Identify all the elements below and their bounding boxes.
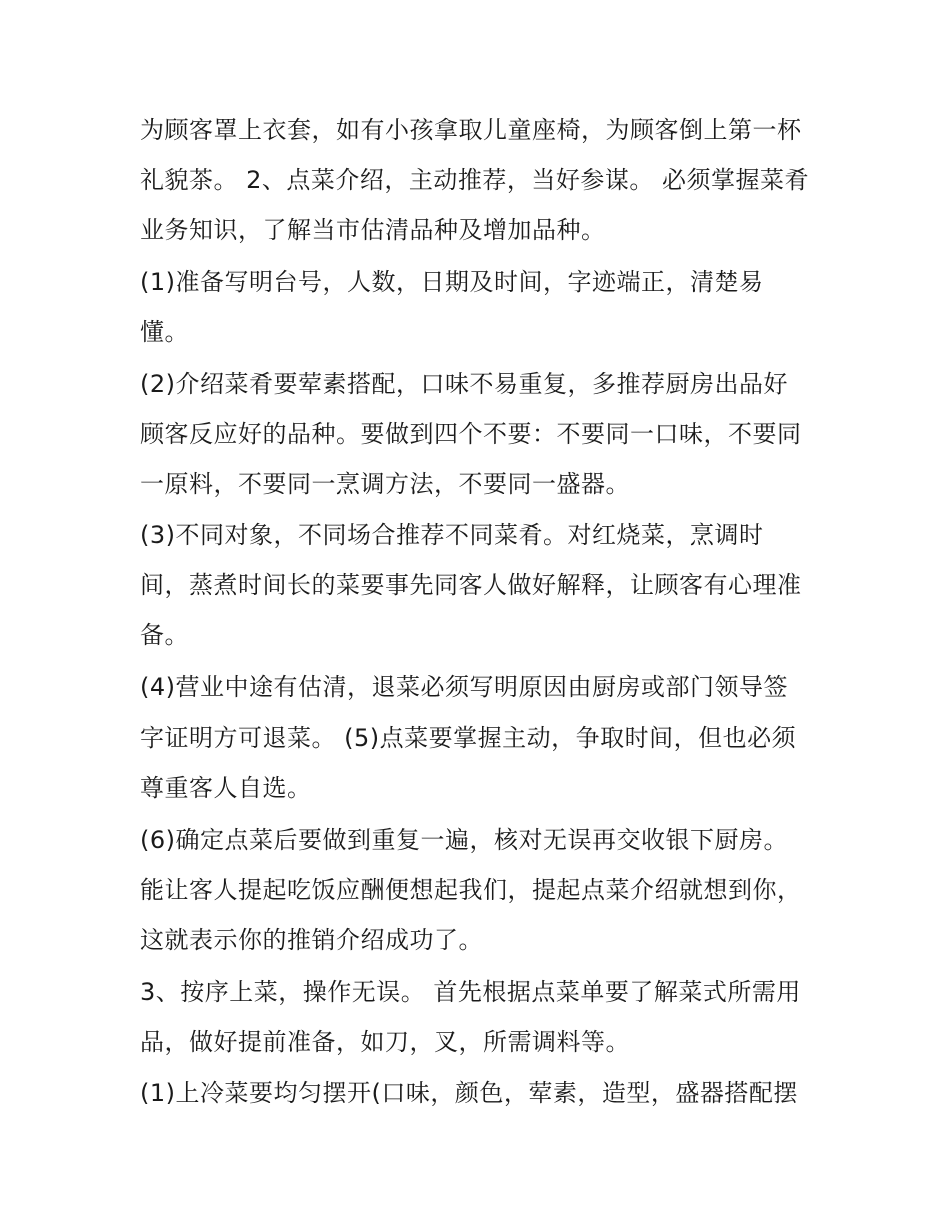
text-line: 3、按序上菜，操作无误。 首先根据点菜单要了解菜式所需用: [140, 978, 801, 1006]
text-line: 能让客人提起吃饭应酬便想起我们，提起点菜介绍就想到你，: [140, 876, 802, 904]
text-line: (3)不同对象，不同场合推荐不同菜肴。对红烧菜，烹调时: [140, 521, 764, 549]
text-line: 字证明方可退菜。 (5)点菜要掌握主动，争取时间，但也必须: [140, 724, 797, 752]
text-line: 尊重客人自选。: [140, 774, 312, 802]
text-line: 为顾客罩上衣套，如有小孩拿取儿童座椅，为顾客倒上第一杯: [140, 116, 802, 144]
text-line: 备。: [140, 621, 189, 649]
text-line: (1)上冷菜要均匀摆开(口味，颜色，荤素，造型，盛器搭配摆: [140, 1079, 798, 1107]
text-line: 顾客反应好的品种。要做到四个不要：不要同一口味，不要同: [140, 420, 802, 448]
text-line: 一原料，不要同一烹调方法，不要同一盛器。: [140, 470, 630, 498]
text-line: (4)营业中途有估清，退菜必须写明原因由厨房或部门领导签: [140, 673, 788, 701]
text-line: (2)介绍菜肴要荤素搭配，口味不易重复，多推荐厨房出品好: [140, 370, 788, 398]
text-line: 品，做好提前准备，如刀，叉，所需调料等。: [140, 1028, 630, 1056]
text-line: 礼貌茶。 2、点菜介绍，主动推荐，当好参谋。 必须掌握菜肴: [140, 166, 810, 194]
text-line: (1)准备写明台号，人数，日期及时间，字迹端正，清楚易: [140, 268, 764, 296]
text-line: 间，蒸煮时间长的菜要事先同客人做好解释，让顾客有心理准: [140, 571, 802, 599]
text-line: 这就表示你的推销介绍成功了。: [140, 926, 483, 954]
text-line: 懂。: [140, 318, 189, 346]
text-line: (6)确定点菜后要做到重复一遍，核对无误再交收银下厨房。: [140, 826, 788, 854]
text-line: 业务知识，了解当市估清品种及增加品种。: [140, 216, 606, 244]
